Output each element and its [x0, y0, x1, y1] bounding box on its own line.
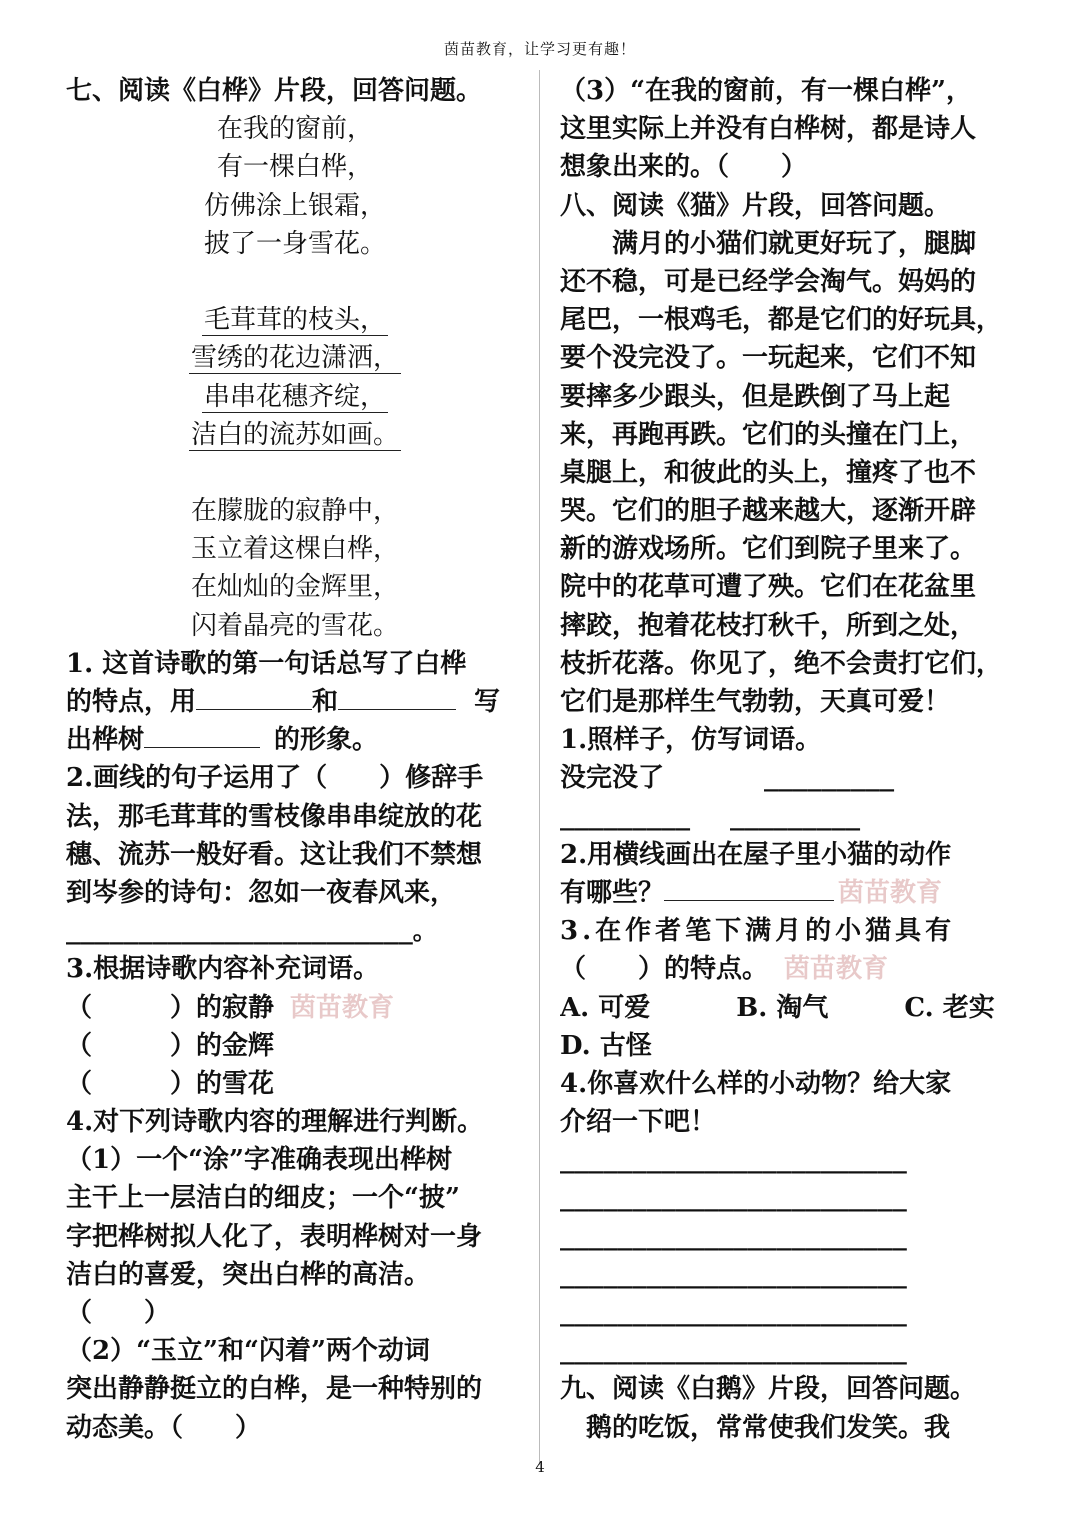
section8-title: 八、阅读《猫》片段，回答问题。	[560, 190, 951, 221]
watermark: 茵苗教育	[784, 954, 889, 985]
passage-line: 要个没完没了。一玩起来，它们不知	[560, 343, 977, 374]
option-a[interactable]: A. 可爱	[560, 992, 651, 1023]
answer-line[interactable]: _________	[560, 802, 691, 831]
poem-line: 在灿灿的金辉里，	[190, 572, 399, 603]
answer-line[interactable]: ________________________	[560, 1260, 907, 1289]
watermark: 茵苗教育	[290, 992, 395, 1023]
question-4-item: 动态美。（ ）	[66, 1412, 262, 1443]
poem-line: 在我的窗前，	[216, 114, 373, 145]
poem-line: 玉立着这棵白桦，	[190, 534, 399, 565]
column-divider	[539, 70, 540, 1465]
poem-line: 闪着晶亮的雪花。	[190, 610, 399, 641]
passage-line: 尾巴，一根鸡毛，都是它们的好玩具，	[560, 305, 1003, 336]
option-b[interactable]: B. 淘气	[736, 992, 829, 1023]
question-2-text: 到岑参的诗句：忽如一夜春风来，	[66, 877, 457, 908]
question-2-text: 穗、流苏一般好看。这让我们不禁想	[66, 839, 483, 870]
question-2-text: 2.画线的句子运用了（ ）修辞手	[66, 763, 484, 794]
question-3-text: 3.在作者笔下满月的小猫具有	[560, 916, 956, 947]
question-1-text: 1. 这首诗歌的第一句话总写了白桦	[66, 648, 467, 679]
question-4-item: （1）一个“涂”字准确表现出桦树	[66, 1145, 453, 1176]
passage-line: 桌腿上，和彼此的头上，撞疼了也不	[560, 457, 977, 488]
question-2-text: 有哪些？ 茵苗教育	[560, 877, 943, 908]
passage-line: 新的游戏场所。它们到院子里来了。	[560, 534, 977, 565]
answer-line[interactable]: ________________________。	[66, 917, 437, 946]
question-1-text: 的特点，用 和 写	[66, 687, 501, 717]
answer-line[interactable]: ________________________	[560, 1337, 907, 1366]
page-header: 茵苗教育，让学习更有趣！	[443, 40, 636, 58]
answer-line[interactable]: ________________________	[560, 1146, 907, 1175]
question-1-title: 1.照样子，仿写词语。	[560, 725, 822, 756]
question-4-item: 字把桦树拟人化了，表明桦树对一身	[66, 1221, 483, 1252]
answer-line[interactable]: _________	[730, 802, 861, 831]
right-column	[560, 72, 1018, 1447]
passage-line: 鹅的吃饭，常常使我们发笑。我	[560, 1412, 951, 1443]
answer-line[interactable]: ________________________	[560, 1299, 907, 1327]
question-4-item: 这里实际上并没有白桦树，都是诗人	[560, 114, 977, 145]
poem-line: 披了一身雪花。	[203, 228, 386, 259]
question-1-text: 出桦树 的形象。	[66, 725, 379, 756]
question-4-item: （2）“玉立”和“闪着”两个动词	[66, 1336, 430, 1367]
passage-line: 摔跤，抱着花枝打秋千，所到之处，	[560, 610, 977, 641]
question-4-item: 主干上一层洁白的细皮；一个“披”	[66, 1183, 460, 1214]
question-3-title: 3.根据诗歌内容补充词语。	[66, 954, 380, 985]
question-4-item: 突出静静挺立的白桦，是一种特别的	[66, 1374, 483, 1405]
passage-line: 满月的小猫们就更好玩了，腿脚	[560, 228, 977, 259]
section7-title: 七、阅读《白桦》片段，回答问题。	[66, 76, 483, 106]
question-4-text: 4.你喜欢什么样的小动物？给大家	[560, 1068, 952, 1099]
question-4-item: 想象出来的。（ ）	[560, 152, 808, 183]
answer-line[interactable]: _________	[764, 764, 895, 793]
answer-blank[interactable]	[664, 876, 834, 901]
section9-title: 九、阅读《白鹅》片段，回答问题。	[560, 1374, 977, 1405]
poem-line-underlined: 串串花穗齐绽，	[203, 381, 386, 412]
question-3-text: （ ）的特点。 茵苗教育	[560, 954, 889, 985]
passage-line: 院中的花草可遭了殃。它们在花盆里	[560, 572, 977, 603]
poem-line-underlined: 雪绣的花边潇洒，	[190, 343, 399, 374]
question-1-example: 没完没了 _________	[560, 763, 895, 794]
option-d[interactable]: D. 古怪	[560, 1030, 652, 1061]
answer-blank[interactable]	[338, 685, 456, 710]
question-1-blanks	[560, 798, 1018, 836]
option-c[interactable]: C. 老实	[904, 992, 995, 1023]
question-2-text: 法，那毛茸茸的雪枝像串串绽放的花	[66, 801, 483, 832]
judgement-bracket[interactable]: （ ）	[66, 1298, 171, 1328]
passage-line: 哭。它们的胆子越来越大，逐渐开辟	[560, 496, 977, 527]
question-4-item: 洁白的喜爱，突出白桦的高洁。	[66, 1259, 431, 1290]
left-column	[66, 72, 524, 1447]
passage-line: 它们是那样生气勃勃，天真可爱！	[560, 687, 951, 717]
watermark: 茵苗教育	[838, 877, 943, 908]
passage-line: 要摔多少跟头，但是跌倒了马上起	[560, 381, 951, 412]
question-4-title: 4.对下列诗歌内容的理解进行判断。	[66, 1107, 484, 1138]
answer-blank[interactable]	[196, 685, 312, 710]
answer-line[interactable]: ________________________	[560, 1184, 907, 1213]
poem-line: 仿佛涂上银霜，	[203, 190, 386, 221]
question-3-item: （ ）的雪花	[66, 1068, 275, 1099]
question-3-options	[560, 989, 1018, 1027]
page-number: 4	[535, 1458, 545, 1476]
poem-line: 在朦胧的寂静中，	[190, 496, 399, 527]
question-4-text: 介绍一下吧！	[560, 1107, 717, 1138]
passage-line: 来，再跑再跌。它们的头撞在门上，	[560, 419, 977, 450]
passage-line: 枝折花落。你见了，绝不会责打它们，	[560, 648, 1003, 679]
poem-line-underlined: 毛茸茸的枝头，	[203, 305, 386, 336]
poem-line-underlined: 洁白的流苏如画。	[190, 419, 399, 450]
question-3-item: （ ）的寂静 茵苗教育	[66, 992, 395, 1023]
answer-line[interactable]: ________________________	[560, 1222, 907, 1251]
poem-line: 有一棵白桦，	[216, 152, 373, 183]
question-4-item: （3）“在我的窗前，有一棵白桦”，	[560, 76, 973, 106]
question-2-text: 2.用横线画出在屋子里小猫的动作	[560, 839, 952, 870]
answer-blank[interactable]	[144, 723, 260, 748]
question-3-item: （ ）的金辉	[66, 1030, 275, 1061]
passage-line: 还不稳，可是已经学会淘气。妈妈的	[560, 266, 977, 297]
